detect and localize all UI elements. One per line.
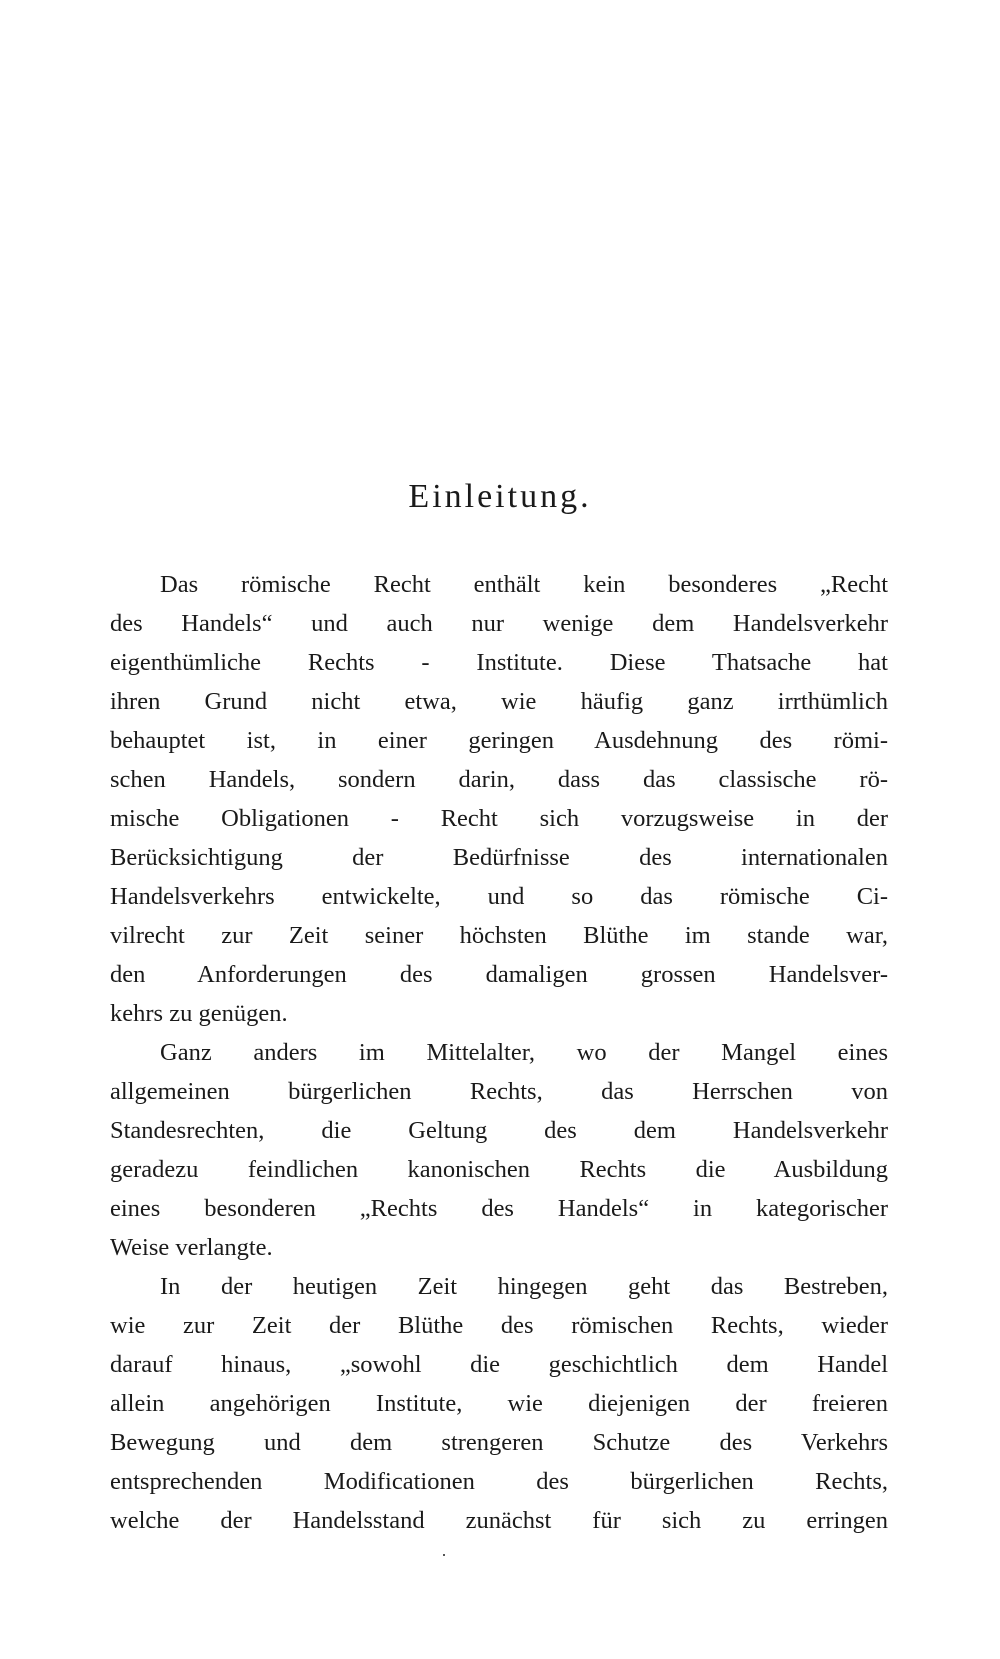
text-line: Handelsverkehrs entwickelte, und so das römische Ci-	[110, 883, 888, 910]
text-line: Das römische Recht enthält kein besonderes „Recht	[160, 571, 888, 598]
text-line: behauptet ist, in einer geringen Ausdehnung des römi-	[110, 727, 888, 754]
text-line: vilrecht zur Zeit seiner höchsten Blüthe im stande war,	[110, 922, 888, 949]
text-line: Ganz anders im Mittelalter, wo der Mangel eines	[160, 1039, 888, 1066]
text-line: Weise verlangte.	[110, 1234, 273, 1261]
text-line: darauf hinaus, „sowohl die geschichtlich dem Handel	[110, 1351, 888, 1378]
text-line: eigenthümliche Rechts - Institute. Diese Thatsache hat	[110, 649, 888, 676]
text-line: kehrs zu genügen.	[110, 1000, 288, 1027]
text-line: geradezu feindlichen kanonischen Rechts die Ausbildung	[110, 1156, 888, 1183]
chapter-title: Einleitung.	[408, 478, 592, 515]
text-line: den Anforderungen des damaligen grossen Handelsver-	[110, 961, 888, 988]
text-line: Standesrechten, die Geltung des dem Handelsverkehr	[110, 1117, 888, 1144]
text-line: mische Obligationen - Recht sich vorzugsweise in der	[110, 805, 888, 832]
text-line: welche der Handelsstand zunächst für sich zu erringen	[110, 1507, 888, 1534]
text-line: wie zur Zeit der Blüthe des römischen Rechts, wieder	[110, 1312, 888, 1339]
text-line: Berücksichtigung der Bedürfnisse des internationalen	[110, 844, 888, 871]
text-line: Bewegung und dem strengeren Schutze des Verkehrs	[110, 1429, 888, 1456]
body-text	[110, 565, 888, 1540]
text-line: des Handels“ und auch nur wenige dem Handelsverkehr	[110, 610, 888, 637]
text-line: In der heutigen Zeit hingegen geht das Bestreben,	[160, 1273, 888, 1300]
text-line: allgemeinen bürgerlichen Rechts, das Herrschen von	[110, 1078, 888, 1105]
text-line: entsprechenden Modificationen des bürgerlichen Rechts,	[110, 1468, 888, 1495]
text-line: schen Handels, sondern darin, dass das classische rö-	[110, 766, 888, 793]
text-line: ihren Grund nicht etwa, wie häufig ganz irrthümlich	[110, 688, 888, 715]
text-line: eines besonderen „Rechts des Handels“ in kategorischer	[110, 1195, 888, 1222]
print-speck	[443, 1554, 445, 1556]
text-line: allein angehörigen Institute, wie diejenigen der freieren	[110, 1390, 888, 1417]
